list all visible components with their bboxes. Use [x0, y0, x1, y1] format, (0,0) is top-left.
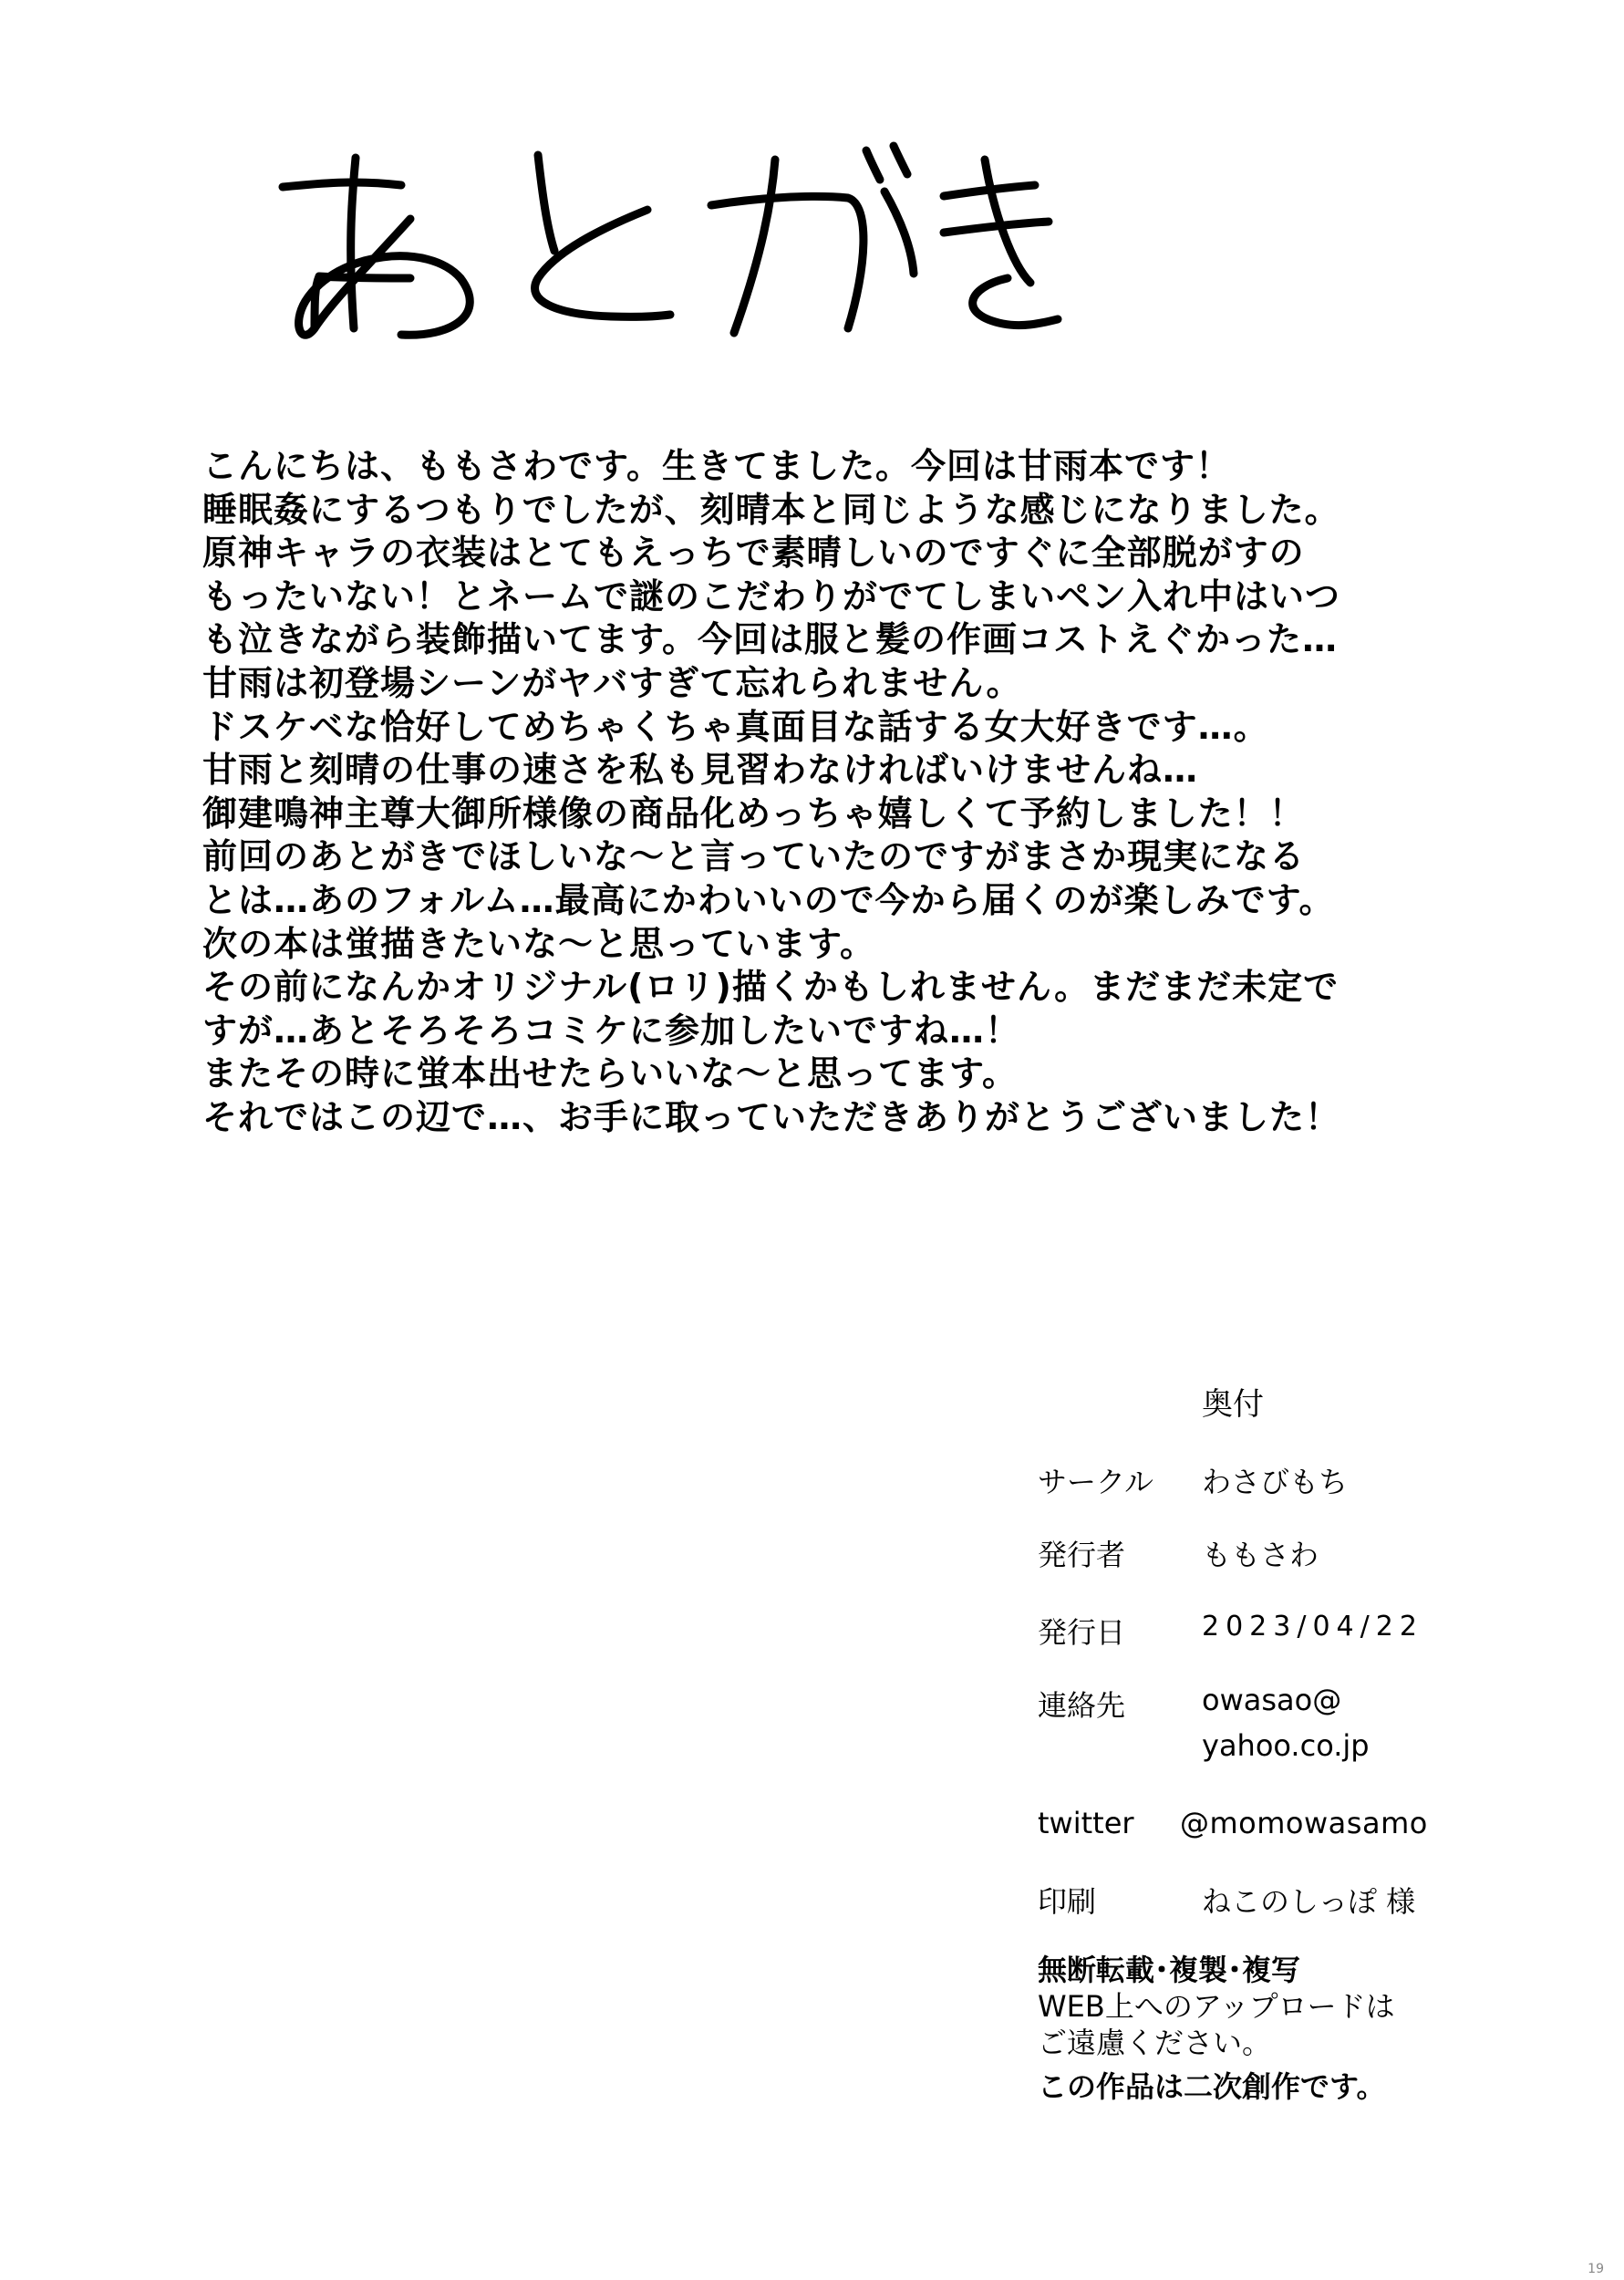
twitter-value: @momowasamo [1180, 1806, 1428, 1840]
print-label: 印刷 [1038, 1884, 1097, 1919]
afterword-body [202, 445, 1461, 1140]
circle-label: サークル [1038, 1465, 1154, 1499]
notes-line-2: WEB上へのアップロードは [1038, 1989, 1395, 2024]
publisher-value: ももさわ [1202, 1538, 1319, 1572]
afterword-title-handwritten [264, 141, 1067, 351]
notes-line-4: この作品は二次創作です。 [1038, 2069, 1386, 2104]
colophon-heading: 奥付 [1202, 1386, 1264, 1423]
print-value: ねこのしっぽ 様 [1202, 1884, 1416, 1919]
afterword-line: とは…あのフォルム…最高にかわいいので今から届くのが楽しみです。 [202, 879, 1335, 920]
twitter-label: twitter [1038, 1806, 1134, 1840]
afterword-line: も泣きながら装飾描いてます。今回は服と髪の作画コストえぐかった… [202, 619, 1338, 660]
afterword-line: 次の本は蛍描きたいな〜と思っています。 [202, 923, 875, 964]
contact-label: 連絡先 [1038, 1688, 1126, 1723]
contact-value-line2: yahoo.co.jp [1202, 1728, 1370, 1763]
afterword-line: またその時に蛍本出せたらいいな〜と思ってます。 [202, 1053, 1018, 1094]
afterword-line: 睡眠姦にするつもりでしたが、刻晴本と同じような感じになりました。 [202, 489, 1340, 530]
afterword-line: 原神キャラの衣装はとてもえっちで素晴しいのですぐに全部脱がすの [202, 533, 1305, 574]
page-number: 19 [1588, 2262, 1604, 2276]
publisher-label: 発行者 [1038, 1538, 1126, 1572]
afterword-line: 甘雨と刻晴の仕事の速さを私も見習わなければいけませんね… [202, 750, 1199, 791]
afterword-line: 前回のあとがきでほしいな〜と言っていたのですがまさか現実になる [202, 836, 1306, 877]
afterword-line: こんにちは、ももさわです。生きてました。今回は甘雨本です！ [202, 446, 1231, 486]
circle-value: わさびもち [1202, 1465, 1349, 1499]
afterword-line: 甘雨は初登場シーンがヤバすぎて忘れられません。 [202, 662, 1022, 703]
notes-line-1: 無断転載･複製･複写 [1038, 1953, 1301, 1987]
afterword-line: もったいない！とネームで謎のこだわりがでてしまいペン入れ中はいつ [202, 575, 1341, 617]
copyright-notes [1038, 1952, 1494, 2105]
afterword-line: その前になんかオリジナル(ロリ)描くかもしれません。まだまだ未定で [202, 967, 1340, 1008]
date-label: 発行日 [1038, 1615, 1126, 1650]
notes-line-3: ご遠慮ください。 [1038, 2026, 1272, 2060]
date-value: 2023/04/22 [1202, 1611, 1423, 1643]
afterword-line: 御建鳴神主尊大御所様像の商品化めっちゃ嬉しくて予約しました！！ [202, 793, 1305, 834]
contact-value-line1: owasao@ [1202, 1683, 1342, 1717]
afterword-line: すが…あとそろそろコミケに参加したいですね…！ [202, 1010, 1021, 1051]
afterword-line: それではこの辺で…、お手に取っていただきありがとうございました！ [202, 1096, 1341, 1137]
afterword-line: ドスケベな恰好してめちゃくちゃ真面目な話する女大好きです…。 [202, 706, 1269, 747]
